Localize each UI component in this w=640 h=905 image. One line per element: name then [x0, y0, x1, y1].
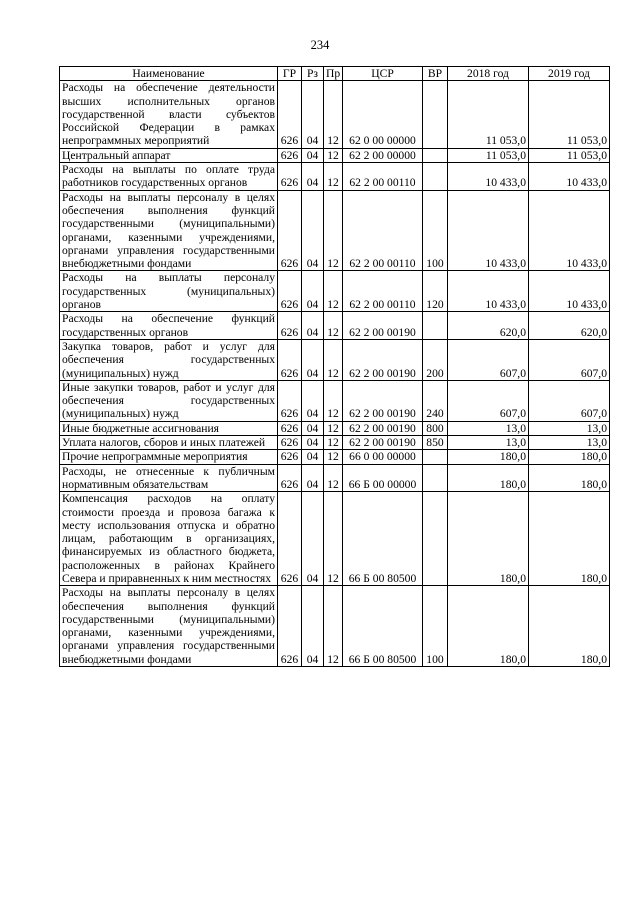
row-csr: 62 2 00 00000 [343, 148, 423, 162]
row-2018: 13,0 [448, 436, 529, 450]
row-gr: 626 [278, 464, 302, 492]
row-2019: 180,0 [529, 492, 610, 586]
row-name: Иные бюджетные ассигнования [60, 421, 278, 435]
row-name: Иные закупки товаров, работ и услуг для обеспечения государственных (муниципальных) нужд [60, 380, 278, 421]
row-csr: 66 Б 00 00000 [343, 464, 423, 492]
row-2018: 10 433,0 [448, 163, 529, 191]
row-vr [423, 163, 448, 191]
row-2019: 11 053,0 [529, 81, 610, 148]
row-gr: 626 [278, 339, 302, 380]
row-rz: 04 [302, 163, 324, 191]
row-csr: 66 0 00 00000 [343, 450, 423, 464]
row-name: Прочие непрограммные мероприятия [60, 450, 278, 464]
row-2018: 13,0 [448, 421, 529, 435]
row-csr: 66 Б 00 80500 [343, 586, 423, 667]
row-pr: 12 [324, 492, 343, 586]
row-pr: 12 [324, 312, 343, 340]
table-row [60, 190, 610, 271]
table-row [60, 81, 610, 148]
row-2019: 11 053,0 [529, 148, 610, 162]
row-vr [423, 492, 448, 586]
table-row [60, 492, 610, 586]
page-number: 234 [310, 38, 330, 52]
table-row [60, 421, 610, 435]
row-pr: 12 [324, 271, 343, 312]
row-rz: 04 [302, 148, 324, 162]
row-rz: 04 [302, 81, 324, 148]
row-2019: 180,0 [529, 586, 610, 667]
header-csr: ЦСР [343, 67, 423, 81]
row-name: Расходы на выплаты персоналу в целях обеспечения выполнения функций государственными (муниципальными) органами, казенными учреждениями, органами управления государственными внебюджетными фондами [60, 190, 278, 271]
header-gr: ГР [278, 67, 302, 81]
row-name: Компенсация расходов на оплату стоимости проезда и провоза багажа к месту использования отпуска и обратно лицам, работающим в организациях, финансируемых из областного бюджета, расположенных в районах Крайнего Севера и приравненных к ним местностях [60, 492, 278, 586]
row-2019: 607,0 [529, 380, 610, 421]
row-vr [423, 81, 448, 148]
row-gr: 626 [278, 421, 302, 435]
row-2018: 10 433,0 [448, 190, 529, 271]
table-row [60, 436, 610, 450]
row-csr: 62 2 00 00190 [343, 380, 423, 421]
row-vr [423, 464, 448, 492]
row-vr: 800 [423, 421, 448, 435]
row-vr [423, 312, 448, 340]
row-csr: 62 2 00 00190 [343, 436, 423, 450]
row-rz: 04 [302, 339, 324, 380]
row-pr: 12 [324, 148, 343, 162]
header-2018: 2018 год [448, 67, 529, 81]
row-rz: 04 [302, 421, 324, 435]
row-pr: 12 [324, 190, 343, 271]
table-row [60, 148, 610, 162]
row-pr: 12 [324, 81, 343, 148]
row-rz: 04 [302, 492, 324, 586]
row-2019: 620,0 [529, 312, 610, 340]
row-vr [423, 450, 448, 464]
table-row [60, 271, 610, 312]
row-pr: 12 [324, 464, 343, 492]
header-name: Наименование [60, 67, 278, 81]
row-csr: 62 2 00 00190 [343, 312, 423, 340]
row-rz: 04 [302, 271, 324, 312]
row-2019: 180,0 [529, 464, 610, 492]
row-rz: 04 [302, 450, 324, 464]
row-2018: 180,0 [448, 464, 529, 492]
row-name: Расходы на выплаты персоналу в целях обеспечения выполнения функций государственными (муниципальными) органами, казенными учреждениями, органами управления государственными внебюджетными фондами [60, 586, 278, 667]
row-pr: 12 [324, 339, 343, 380]
table-row [60, 339, 610, 380]
row-pr: 12 [324, 380, 343, 421]
row-vr: 850 [423, 436, 448, 450]
row-2018: 180,0 [448, 450, 529, 464]
row-csr: 62 2 00 00110 [343, 163, 423, 191]
row-gr: 626 [278, 436, 302, 450]
table-row [60, 380, 610, 421]
row-rz: 04 [302, 190, 324, 271]
row-gr: 626 [278, 190, 302, 271]
row-rz: 04 [302, 586, 324, 667]
row-rz: 04 [302, 464, 324, 492]
row-vr: 120 [423, 271, 448, 312]
row-name: Уплата налогов, сборов и иных платежей [60, 436, 278, 450]
row-vr: 100 [423, 586, 448, 667]
row-2019: 13,0 [529, 421, 610, 435]
row-pr: 12 [324, 436, 343, 450]
row-2018: 180,0 [448, 492, 529, 586]
row-csr: 62 2 00 00110 [343, 190, 423, 271]
row-gr: 626 [278, 271, 302, 312]
row-csr: 62 2 00 00190 [343, 421, 423, 435]
row-gr: 626 [278, 312, 302, 340]
row-vr: 100 [423, 190, 448, 271]
row-gr: 626 [278, 586, 302, 667]
row-csr: 62 2 00 00110 [343, 271, 423, 312]
table-row [60, 586, 610, 667]
row-name: Расходы, не отнесенные к публичным нормативным обязательствам [60, 464, 278, 492]
row-2018: 180,0 [448, 586, 529, 667]
row-name: Расходы на обеспечение деятельности высших исполнительных органов государственной власти субъектов Российской Федерации в рамках непрограммных мероприятий [60, 81, 278, 148]
row-2019: 10 433,0 [529, 271, 610, 312]
row-name: Расходы на выплаты персоналу государственных (муниципальных) органов [60, 271, 278, 312]
row-2018: 607,0 [448, 380, 529, 421]
table-row [60, 464, 610, 492]
row-2018: 607,0 [448, 339, 529, 380]
row-csr: 62 0 00 00000 [343, 81, 423, 148]
row-name: Расходы на выплаты по оплате труда работников государственных органов [60, 163, 278, 191]
table-row [60, 163, 610, 191]
row-vr [423, 148, 448, 162]
row-rz: 04 [302, 436, 324, 450]
header-rz: Рз [302, 67, 324, 81]
row-gr: 626 [278, 148, 302, 162]
row-2018: 11 053,0 [448, 148, 529, 162]
header-2019: 2019 год [529, 67, 610, 81]
row-gr: 626 [278, 450, 302, 464]
row-pr: 12 [324, 450, 343, 464]
header-vr: ВР [423, 67, 448, 81]
row-2019: 10 433,0 [529, 163, 610, 191]
row-pr: 12 [324, 586, 343, 667]
row-vr: 200 [423, 339, 448, 380]
row-rz: 04 [302, 312, 324, 340]
row-pr: 12 [324, 421, 343, 435]
row-2019: 13,0 [529, 436, 610, 450]
row-name: Расходы на обеспечение функций государственных органов [60, 312, 278, 340]
row-csr: 66 Б 00 80500 [343, 492, 423, 586]
table-row [60, 450, 610, 464]
row-2018: 11 053,0 [448, 81, 529, 148]
row-2019: 607,0 [529, 339, 610, 380]
header-pr: Пр [324, 67, 343, 81]
row-gr: 626 [278, 492, 302, 586]
table-header-row [60, 67, 610, 81]
row-2018: 620,0 [448, 312, 529, 340]
budget-table [59, 66, 610, 667]
row-name: Центральный аппарат [60, 148, 278, 162]
row-gr: 626 [278, 81, 302, 148]
row-rz: 04 [302, 380, 324, 421]
row-name: Закупка товаров, работ и услуг для обеспечения государственных (муниципальных) нужд [60, 339, 278, 380]
row-pr: 12 [324, 163, 343, 191]
row-2019: 10 433,0 [529, 190, 610, 271]
row-csr: 62 2 00 00190 [343, 339, 423, 380]
row-2018: 10 433,0 [448, 271, 529, 312]
row-vr: 240 [423, 380, 448, 421]
row-2019: 180,0 [529, 450, 610, 464]
row-gr: 626 [278, 380, 302, 421]
table-row [60, 312, 610, 340]
row-gr: 626 [278, 163, 302, 191]
